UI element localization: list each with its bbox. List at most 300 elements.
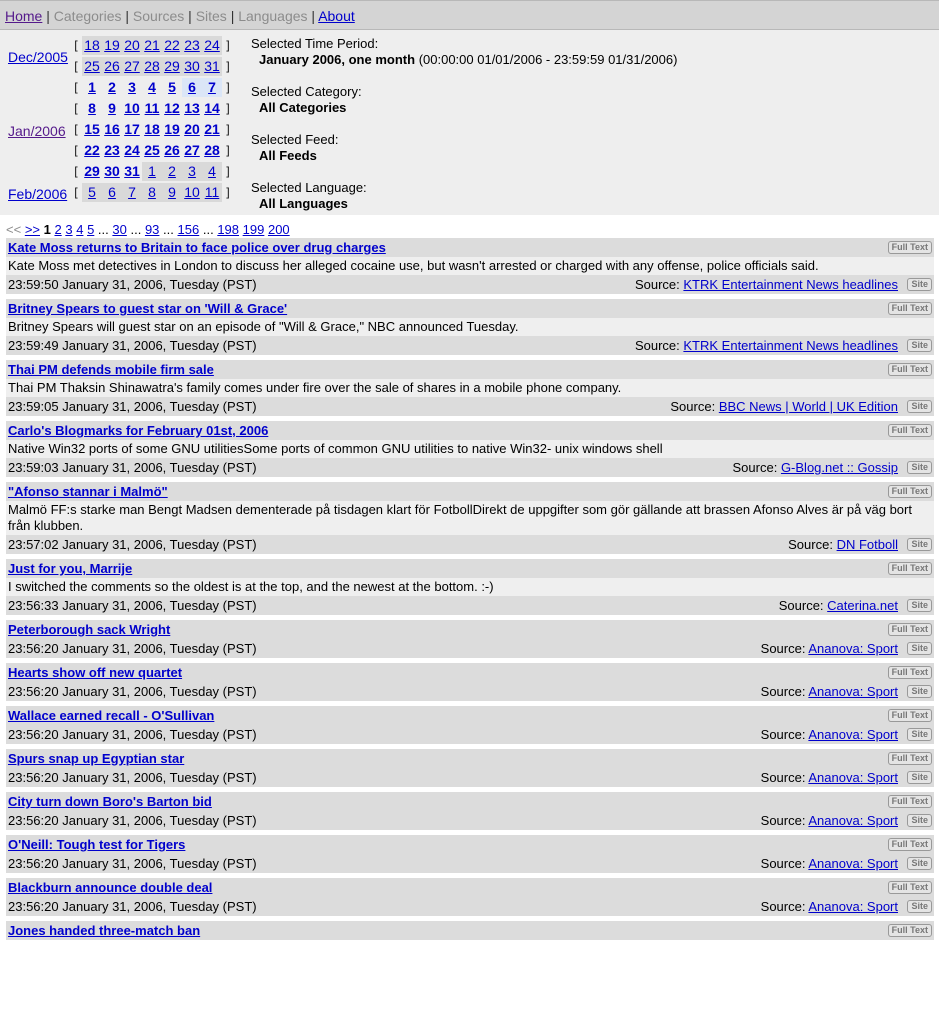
nav-about-link[interactable]: About — [318, 8, 355, 24]
month-link-feb-2006[interactable]: Feb/2006 — [8, 186, 68, 202]
calendar-day-cell — [162, 120, 182, 139]
calendar-day-cell — [182, 183, 202, 202]
calendar-day-cell — [142, 78, 162, 97]
calendar-day-link[interactable]: 5 — [168, 79, 176, 95]
source-label: Source: — [760, 856, 806, 871]
article-timestamp: 23:56:20 January 31, 2006, Tuesday (PST) — [8, 856, 257, 871]
calendar-day-cell — [202, 57, 222, 76]
site-button[interactable]: Site — [907, 728, 932, 741]
calendar-day-link[interactable]: 10 — [184, 184, 200, 200]
calendar-day-cell — [102, 57, 122, 76]
calendar-day-link[interactable]: 3 — [188, 163, 196, 179]
source-label: Source: — [732, 460, 778, 475]
calendar-day-link[interactable]: 29 — [84, 163, 100, 179]
calendar-day-cell — [82, 78, 102, 97]
article-title-link[interactable]: Wallace earned recall - O'Sullivan — [8, 708, 215, 723]
calendar-day-link[interactable]: 6 — [188, 79, 196, 95]
article-title-row — [6, 878, 934, 897]
calendar-week-row — [70, 183, 234, 202]
calendar-day-link[interactable]: 8 — [88, 100, 96, 116]
week-open-bracket: [ — [72, 164, 80, 179]
calendar-day-link[interactable]: 11 — [144, 100, 160, 116]
article-source — [761, 811, 898, 830]
calendar-day-link[interactable]: 8 — [148, 184, 156, 200]
nav-separator: | — [188, 8, 192, 24]
calendar-day-cell — [142, 57, 162, 76]
site-button[interactable]: Site — [907, 339, 932, 352]
calendar-day-cell — [182, 78, 202, 97]
article-description: I switched the comments so the oldest is at the top, and the newest at the bottom. :-) — [6, 578, 934, 596]
article-timestamp: 23:56:20 January 31, 2006, Tuesday (PST) — [8, 727, 257, 742]
article-timestamp: 23:57:02 January 31, 2006, Tuesday (PST) — [8, 537, 257, 552]
selected-time-value — [259, 52, 677, 67]
source-link[interactable]: Ananova: Sport — [808, 684, 898, 699]
article-timestamp: 23:56:33 January 31, 2006, Tuesday (PST) — [8, 598, 257, 613]
week-open-bracket: [ — [72, 80, 80, 95]
full-text-button[interactable]: Full Text — [888, 424, 932, 437]
source-label: Source: — [760, 641, 806, 656]
full-text-button[interactable]: Full Text — [888, 881, 932, 894]
article-title-link[interactable]: Thai PM defends mobile firm sale — [8, 362, 214, 377]
selected-feed-value: All Feeds — [259, 148, 317, 163]
calendar-day-cell — [202, 162, 222, 181]
calendar-day-link[interactable]: 24 — [124, 142, 140, 158]
calendar-day-cell — [122, 120, 142, 139]
article-meta-row — [6, 535, 934, 554]
calendar-day-link[interactable]: 6 — [108, 184, 116, 200]
article-item — [6, 921, 934, 940]
article-timestamp: 23:59:49 January 31, 2006, Tuesday (PST) — [8, 338, 257, 353]
calendar-day-cell — [102, 141, 122, 160]
pager-ellipsis: ... — [202, 222, 214, 237]
calendar-day-cell — [202, 141, 222, 160]
article-title-link[interactable]: Kate Moss returns to Britain to face police over drug charges — [8, 240, 386, 255]
calendar-day-link[interactable]: 27 — [124, 58, 140, 74]
full-text-button[interactable]: Full Text — [888, 924, 932, 937]
site-button[interactable]: Site — [907, 278, 932, 291]
source-link[interactable]: Ananova: Sport — [808, 727, 898, 742]
article-title-link[interactable]: Hearts show off new quartet — [8, 665, 183, 680]
article-title-link[interactable]: "Afonso stannar i Malmö" — [8, 484, 168, 499]
calendar-day-cell — [162, 57, 182, 76]
site-button[interactable]: Site — [907, 900, 932, 913]
article-source — [761, 897, 898, 916]
calendar-day-cell — [182, 57, 202, 76]
full-text-button[interactable]: Full Text — [888, 485, 932, 498]
article-meta-row — [6, 897, 934, 916]
week-open-bracket: [ — [72, 143, 80, 158]
calendar-day-link[interactable]: 2 — [168, 163, 176, 179]
pager-page-link[interactable]: 199 — [242, 222, 265, 237]
article-title-row — [6, 663, 934, 682]
article-timestamp: 23:56:20 January 31, 2006, Tuesday (PST) — [8, 770, 257, 785]
calendar-day-cell — [142, 99, 162, 118]
pagination — [6, 222, 290, 237]
article-timestamp: 23:59:03 January 31, 2006, Tuesday (PST) — [8, 460, 257, 475]
article-title-row — [6, 921, 934, 940]
week-close-bracket: ] — [224, 59, 232, 74]
article-list — [6, 238, 934, 945]
source-link[interactable]: KTRK Entertainment News headlines — [683, 277, 898, 292]
article-item — [6, 559, 934, 615]
full-text-button[interactable]: Full Text — [888, 709, 932, 722]
article-source — [733, 458, 899, 477]
month-link-jan-2006[interactable]: Jan/2006 — [8, 123, 66, 139]
article-description: Kate Moss met detectives in London to discuss her alleged cocaine use, but wasn't arrested or charged with any offense, police officials said. — [6, 257, 934, 275]
article-timestamp: 23:56:20 January 31, 2006, Tuesday (PST) — [8, 813, 257, 828]
calendar-day-cell — [122, 162, 142, 181]
calendar-day-cell — [142, 141, 162, 160]
article-source — [761, 725, 898, 744]
calendar-day-link[interactable]: 3 — [128, 79, 136, 95]
calendar-day-cell — [102, 162, 122, 181]
site-button[interactable]: Site — [907, 400, 932, 413]
pager-page-link[interactable]: 5 — [87, 222, 95, 237]
selected-language-value: All Languages — [259, 196, 348, 211]
full-text-button[interactable]: Full Text — [888, 623, 932, 636]
source-label: Source: — [634, 277, 680, 292]
pager-ellipsis: ... — [163, 222, 174, 237]
article-title-link[interactable]: City turn down Boro's Barton bid — [8, 794, 212, 809]
article-description: Britney Spears will guest star on an episode of "Will & Grace," NBC announced Tuesday. — [6, 318, 934, 336]
article-item — [6, 706, 934, 744]
filter-panel — [0, 30, 939, 215]
full-text-button[interactable]: Full Text — [888, 562, 932, 575]
source-link[interactable]: Ananova: Sport — [808, 770, 898, 785]
article-title-row — [6, 299, 934, 318]
calendar-day-link[interactable]: 27 — [184, 142, 200, 158]
article-title-link[interactable]: Carlo's Blogmarks for February 01st, 2006 — [8, 423, 269, 438]
full-text-button[interactable]: Full Text — [888, 795, 932, 808]
calendar-day-link[interactable]: 22 — [164, 37, 180, 53]
source-link[interactable]: Ananova: Sport — [808, 813, 898, 828]
article-meta-row — [6, 336, 934, 355]
source-label: Source: — [760, 899, 806, 914]
article-meta-row — [6, 768, 934, 787]
calendar-day-link[interactable]: 2 — [108, 79, 116, 95]
calendar-day-link[interactable]: 7 — [208, 79, 216, 95]
calendar-day-cell — [182, 99, 202, 118]
calendar-day-link[interactable]: 18 — [84, 37, 100, 53]
article-item — [6, 878, 934, 916]
week-open-bracket: [ — [72, 185, 80, 200]
calendar-day-link[interactable]: 22 — [84, 142, 100, 158]
nav-separator: | — [230, 8, 235, 24]
week-open-bracket: [ — [72, 59, 80, 74]
calendar-day-cell — [162, 36, 182, 55]
article-meta-row — [6, 811, 934, 830]
calendar-day-link[interactable]: 23 — [184, 37, 200, 53]
calendar-day-link[interactable]: 10 — [124, 100, 140, 116]
full-text-button[interactable]: Full Text — [888, 838, 932, 851]
calendar-day-cell — [202, 99, 222, 118]
source-link[interactable]: KTRK Entertainment News headlines — [683, 338, 898, 353]
calendar-week-row — [70, 36, 234, 55]
article-timestamp: 23:56:20 January 31, 2006, Tuesday (PST) — [8, 899, 257, 914]
calendar-day-link[interactable]: 30 — [104, 163, 120, 179]
calendar-day-cell — [162, 162, 182, 181]
calendar-day-cell — [122, 78, 142, 97]
site-button[interactable]: Site — [907, 538, 932, 551]
calendar-day-cell — [102, 120, 122, 139]
selected-time-range: (00:00:00 01/01/2006 - 23:59:59 01/31/2006) — [418, 52, 678, 67]
full-text-button[interactable]: Full Text — [888, 752, 932, 765]
article-timestamp: 23:56:20 January 31, 2006, Tuesday (PST) — [8, 684, 257, 699]
calendar-day-cell — [102, 183, 122, 202]
calendar-day-cell — [82, 162, 102, 181]
pager-next-link[interactable]: >> — [24, 222, 40, 237]
week-close-bracket: ] — [224, 38, 232, 53]
article-item — [6, 238, 934, 294]
pager-page-link[interactable]: 3 — [65, 222, 73, 237]
selected-category-label: Selected Category: — [251, 84, 362, 99]
article-item — [6, 620, 934, 658]
article-title-link[interactable]: Britney Spears to guest star on 'Will & Grace' — [8, 301, 288, 316]
article-title-row — [6, 238, 934, 257]
article-meta-row — [6, 854, 934, 873]
calendar-week-row — [70, 120, 234, 139]
article-source — [761, 768, 898, 787]
article-title-row — [6, 835, 934, 854]
article-title-row — [6, 749, 934, 768]
article-source — [788, 535, 898, 554]
week-close-bracket: ] — [224, 80, 232, 95]
calendar-week-row — [70, 99, 234, 118]
calendar-day-link[interactable]: 25 — [84, 58, 100, 74]
article-source — [761, 854, 898, 873]
article-source — [779, 596, 898, 615]
article-title-row — [6, 482, 934, 501]
article-title-link[interactable]: Peterborough sack Wright — [8, 622, 171, 637]
calendar-day-cell — [122, 141, 142, 160]
calendar-day-link[interactable]: 12 — [164, 100, 180, 116]
calendar-day-cell — [202, 183, 222, 202]
article-title-link[interactable]: O'Neill: Tough test for Tigers — [8, 837, 186, 852]
article-title-row — [6, 620, 934, 639]
calendar-day-link[interactable]: 9 — [168, 184, 176, 200]
pager-page-link[interactable]: 2 — [54, 222, 62, 237]
calendar-day-link[interactable]: 28 — [204, 142, 220, 158]
calendar-week-row — [70, 78, 234, 97]
week-close-bracket: ] — [224, 143, 232, 158]
calendar-day-cell — [182, 36, 202, 55]
nav-categories: Categories — [53, 8, 122, 24]
calendar-day-cell — [122, 183, 142, 202]
article-title-link[interactable]: Spurs snap up Egyptian star — [8, 751, 185, 766]
calendar-day-link[interactable]: 29 — [164, 58, 180, 74]
selected-category-value: All Categories — [259, 100, 347, 115]
calendar-day-link[interactable]: 15 — [84, 121, 100, 137]
calendar-day-link[interactable]: 19 — [104, 37, 120, 53]
calendar-day-link[interactable]: 21 — [204, 121, 220, 137]
calendar-day-link[interactable]: 28 — [144, 58, 160, 74]
site-button[interactable]: Site — [907, 685, 932, 698]
calendar-day-link[interactable]: 30 — [184, 58, 200, 74]
site-button[interactable]: Site — [907, 771, 932, 784]
pager-page-link[interactable]: 4 — [76, 222, 84, 237]
article-source — [670, 397, 898, 416]
source-link[interactable]: G-Blog.net :: Gossip — [780, 460, 898, 475]
pager-page-link[interactable]: 156 — [177, 222, 200, 237]
full-text-button[interactable]: Full Text — [888, 666, 932, 679]
nav-sources: Sources — [132, 8, 185, 24]
source-link[interactable]: BBC News | World | UK Edition — [718, 399, 898, 414]
calendar-day-cell — [82, 57, 102, 76]
article-timestamp: 23:59:05 January 31, 2006, Tuesday (PST) — [8, 399, 257, 414]
calendar-day-link[interactable]: 26 — [104, 58, 120, 74]
selected-time-period: January 2006, one month — [259, 52, 416, 67]
calendar-day-cell — [202, 36, 222, 55]
article-meta-row — [6, 397, 934, 416]
pager-prev: << — [6, 222, 22, 237]
calendar-day-link[interactable]: 1 — [88, 79, 96, 95]
calendar-day-cell — [142, 183, 162, 202]
calendar-day-cell — [102, 99, 122, 118]
calendar-day-cell — [82, 36, 102, 55]
calendar-day-cell — [142, 162, 162, 181]
calendar-day-link[interactable]: 18 — [144, 121, 160, 137]
calendar-day-cell — [162, 99, 182, 118]
week-open-bracket: [ — [72, 101, 80, 116]
calendar-day-link[interactable]: 7 — [128, 184, 136, 200]
full-text-button[interactable]: Full Text — [888, 302, 932, 315]
pager-current-page: 1 — [43, 222, 51, 237]
week-close-bracket: ] — [224, 122, 232, 137]
pager-page-link[interactable]: 198 — [217, 222, 240, 237]
full-text-button[interactable]: Full Text — [888, 241, 932, 254]
source-label: Source: — [760, 727, 806, 742]
article-item — [6, 299, 934, 355]
source-link[interactable]: Ananova: Sport — [808, 856, 898, 871]
source-label: Source: — [634, 338, 680, 353]
source-link[interactable]: Caterina.net — [827, 598, 898, 613]
pager-page-link[interactable]: 30 — [112, 222, 127, 237]
calendar-day-cell — [162, 183, 182, 202]
calendar-day-cell — [142, 120, 162, 139]
article-meta-row — [6, 596, 934, 615]
nav-home-link[interactable]: Home — [5, 8, 43, 24]
calendar-day-link[interactable]: 1 — [148, 163, 156, 179]
calendar-day-link[interactable]: 20 — [184, 121, 200, 137]
article-title-row — [6, 559, 934, 578]
article-source — [635, 336, 898, 355]
site-button[interactable]: Site — [907, 599, 932, 612]
calendar-day-cell — [162, 141, 182, 160]
article-meta-row — [6, 275, 934, 294]
pager-page-link[interactable]: 93 — [144, 222, 160, 237]
article-title-row — [6, 421, 934, 440]
pager-ellipsis: ... — [97, 222, 109, 237]
calendar-day-link[interactable]: 4 — [208, 163, 216, 179]
calendar-day-link[interactable]: 24 — [204, 37, 220, 53]
top-nav-bar — [0, 0, 939, 30]
calendar-day-link[interactable]: 5 — [88, 184, 96, 200]
article-item — [6, 835, 934, 873]
calendar-day-link[interactable]: 17 — [124, 121, 140, 137]
article-item — [6, 749, 934, 787]
article-description: Thai PM Thaksin Shinawatra's family comes under fire over the sale of shares in a mobile phone company. — [6, 379, 934, 397]
calendar-day-cell — [82, 120, 102, 139]
article-title-row — [6, 706, 934, 725]
pager-page-link[interactable]: 200 — [267, 222, 290, 237]
source-link[interactable]: Ananova: Sport — [808, 899, 898, 914]
pager-ellipsis: ... — [130, 222, 142, 237]
article-item — [6, 663, 934, 701]
article-title-link[interactable]: Blackburn announce double deal — [8, 880, 213, 895]
calendar-day-cell — [182, 162, 202, 181]
calendar-day-link[interactable]: 14 — [204, 100, 220, 116]
nav-languages: Languages — [238, 8, 308, 24]
calendar-day-cell — [82, 183, 102, 202]
week-open-bracket: [ — [72, 38, 80, 53]
site-button[interactable]: Site — [907, 814, 932, 827]
calendar-day-link[interactable]: 21 — [144, 37, 160, 53]
site-button[interactable]: Site — [907, 461, 932, 474]
calendar-day-cell — [82, 141, 102, 160]
calendar-day-cell — [162, 78, 182, 97]
week-close-bracket: ] — [224, 164, 232, 179]
article-item — [6, 421, 934, 477]
article-item — [6, 482, 934, 554]
calendar-day-cell — [182, 120, 202, 139]
calendar-week-row — [70, 57, 234, 76]
calendar-day-cell — [202, 78, 222, 97]
calendar-day-link[interactable]: 31 — [204, 58, 220, 74]
calendar-day-link[interactable]: 13 — [184, 100, 200, 116]
calendar-day-link[interactable]: 23 — [104, 142, 120, 158]
calendar-day-link[interactable]: 31 — [124, 163, 140, 179]
calendar-day-cell — [82, 99, 102, 118]
article-item — [6, 360, 934, 416]
month-link-dec-2005[interactable]: Dec/2005 — [8, 49, 68, 65]
calendar-day-cell — [122, 99, 142, 118]
article-title-link[interactable]: Just for you, Marrije — [8, 561, 133, 576]
week-close-bracket: ] — [224, 101, 232, 116]
selected-time-label: Selected Time Period: — [251, 36, 379, 51]
source-label: Source: — [760, 684, 806, 699]
calendar-day-link[interactable]: 26 — [164, 142, 180, 158]
calendar-day-link[interactable]: 9 — [108, 100, 116, 116]
calendar-day-cell — [102, 36, 122, 55]
week-close-bracket: ] — [224, 185, 232, 200]
calendar-day-link[interactable]: 20 — [124, 37, 140, 53]
nav-separator: | — [46, 8, 50, 24]
site-button[interactable]: Site — [907, 642, 932, 655]
calendar-day-link[interactable]: 4 — [148, 79, 156, 95]
article-timestamp: 23:59:50 January 31, 2006, Tuesday (PST) — [8, 277, 257, 292]
article-title-link[interactable]: Jones handed three-match ban — [8, 923, 201, 938]
calendar-day-link[interactable]: 11 — [204, 184, 220, 200]
calendar-day-link[interactable]: 19 — [164, 121, 180, 137]
calendar-day-link[interactable]: 16 — [104, 121, 120, 137]
article-description: Malmö FF:s starke man Bengt Madsen dementerade på tisdagen klart för FotbollDirekt de uppgifter som gör gällande att brassen Afonso Alves är på väg bort från klubben. — [6, 501, 934, 535]
source-link[interactable]: DN Fotboll — [836, 537, 898, 552]
article-title-row — [6, 792, 934, 811]
article-title-row — [6, 360, 934, 379]
calendar-day-cell — [102, 78, 122, 97]
article-meta-row — [6, 639, 934, 658]
full-text-button[interactable]: Full Text — [888, 363, 932, 376]
calendar-day-link[interactable]: 25 — [144, 142, 160, 158]
article-meta-row — [6, 458, 934, 477]
source-link[interactable]: Ananova: Sport — [808, 641, 898, 656]
calendar-day-cell — [182, 141, 202, 160]
nav-sites: Sites — [195, 8, 227, 24]
site-button[interactable]: Site — [907, 857, 932, 870]
article-meta-row — [6, 682, 934, 701]
source-label: Source: — [778, 598, 824, 613]
nav-separator: | — [125, 8, 130, 24]
